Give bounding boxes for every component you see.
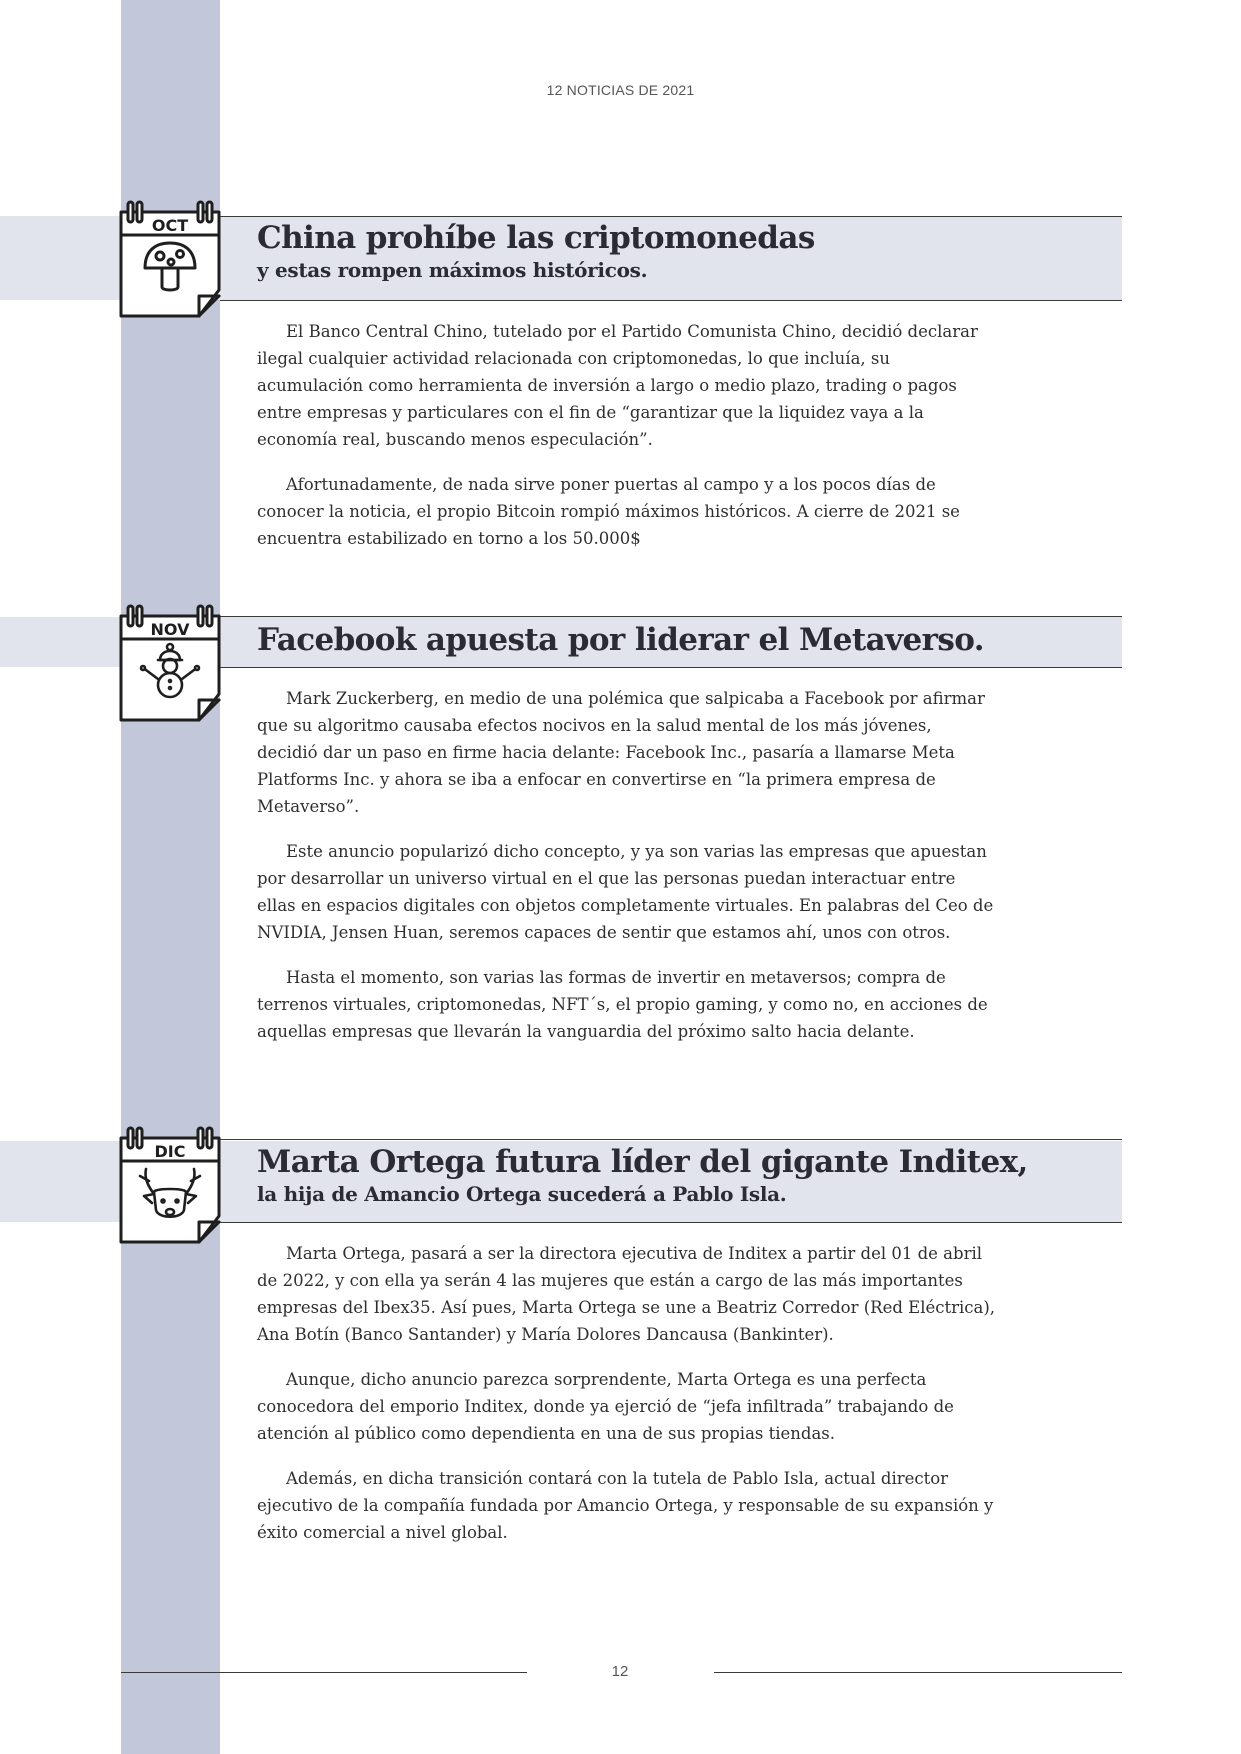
body-paragraph: Marta Ortega, pasará a ser la directora ejecutiva de Inditex a partir del 01 de abril de 2022, y con ella ya serán 4 las mujeres que están a cargo de las más importantes empresas del Ibex35. Así pues, Marta Ortega se une a Beatriz Corredor (Red Eléctrica), Ana Botín (Banco Santander) y María Dolores Dancausa (Bankinter). [257, 1244, 996, 1344]
headline-rule-bottom [220, 667, 1122, 668]
body-paragraph: El Banco Central Chino, tutelado por el Partido Comunista Chino, decidió declarar ilegal cualquier actividad relacionada con criptomonedas, lo que incluía, su acumulación como herramienta de inversión a largo o medio plazo, trading o pagos entre empresas y particulares con el fin de “garantizar que la liquidez vaya a la economía real, buscando menos especulación”. [257, 322, 978, 449]
body-paragraph: Afortunadamente, de nada sirve poner puertas al campo y a los pocos días de conocer la noticia, el propio Bitcoin rompió máximos históricos. A cierre de 2021 se encuentra estabilizado en torno a los 50.000$ [257, 475, 960, 548]
headline-rule-top [220, 1139, 1122, 1140]
footer-rule-right [714, 1672, 1122, 1673]
headline-rule-top [220, 616, 1122, 617]
article-title: Facebook apuesta por liderar el Metaverso. [257, 622, 984, 658]
article-body-dic [257, 1240, 997, 1564]
calendar-month-label: NOV [150, 620, 190, 639]
article-subtitle: y estas rompen máximos históricos. [257, 258, 648, 282]
headline-rule-bottom [220, 300, 1122, 301]
body-paragraph: Mark Zuckerberg, en medio de una polémica que salpicaba a Facebook por afirmar que su algoritmo causaba efectos nocivos en la salud mental de los más jóvenes, decidió dar un paso en firme hacia delante: Facebook Inc., pasaría a llamarse Meta Platforms Inc. y ahora se iba a enfocar en convertirse en “la primera empresa de Metaverso”. [257, 689, 985, 816]
calendar-nov-icon [118, 602, 222, 722]
page-number: 12 [611, 1663, 629, 1680]
article-title: China prohíbe las criptomonedas [257, 220, 815, 256]
article-title: Marta Ortega futura líder del gigante Inditex, [257, 1144, 1028, 1180]
footer-rule-left [121, 1672, 527, 1673]
headline-rule-bottom [220, 1222, 1122, 1223]
article-headline-nov [257, 621, 1117, 659]
body-paragraph: Aunque, dicho anuncio parezca sorprendente, Marta Ortega es una perfecta conocedora del emporio Inditex, donde ya ejerció de “jefa infiltrada” trabajando de atención al público como dependienta en una de sus propias tiendas. [257, 1370, 954, 1443]
running-header: 12 NOTICIAS DE 2021 [546, 82, 695, 98]
article-headline-dic [257, 1143, 1117, 1207]
calendar-dic-icon [118, 1124, 222, 1244]
body-paragraph: Este anuncio popularizó dicho concepto, y ya son varias las empresas que apuestan por desarrollar un universo virtual en el que las personas puedan interactuar entre ellas en espacios digitales con objetos completamente virtuales. En palabras del Ceo de NVIDIA, Jensen Huan, seremos capaces de sentir que estamos ahí, unos con otros. [257, 842, 994, 942]
article-body-nov [257, 685, 997, 1063]
article-body-oct [257, 318, 997, 570]
article-headline-oct [257, 219, 1117, 283]
calendar-month-label: OCT [151, 216, 189, 235]
body-paragraph: Además, en dicha transición contará con la tutela de Pablo Isla, actual director ejecutivo de la compañía fundada por Amancio Ortega, y responsable de su expansión y éxito comercial a nivel global. [257, 1469, 994, 1542]
calendar-oct-icon [118, 198, 222, 318]
headline-rule-top [220, 216, 1122, 217]
calendar-month-label: DIC [154, 1142, 186, 1161]
article-subtitle: la hija de Amancio Ortega sucederá a Pablo Isla. [257, 1182, 787, 1206]
body-paragraph: Hasta el momento, son varias las formas de invertir en metaversos; compra de terrenos virtuales, criptomonedas, NFT´s, el propio gaming, y como no, en acciones de aquellas empresas que llevarán la vanguardia del próximo salto hacia delante. [257, 968, 988, 1041]
